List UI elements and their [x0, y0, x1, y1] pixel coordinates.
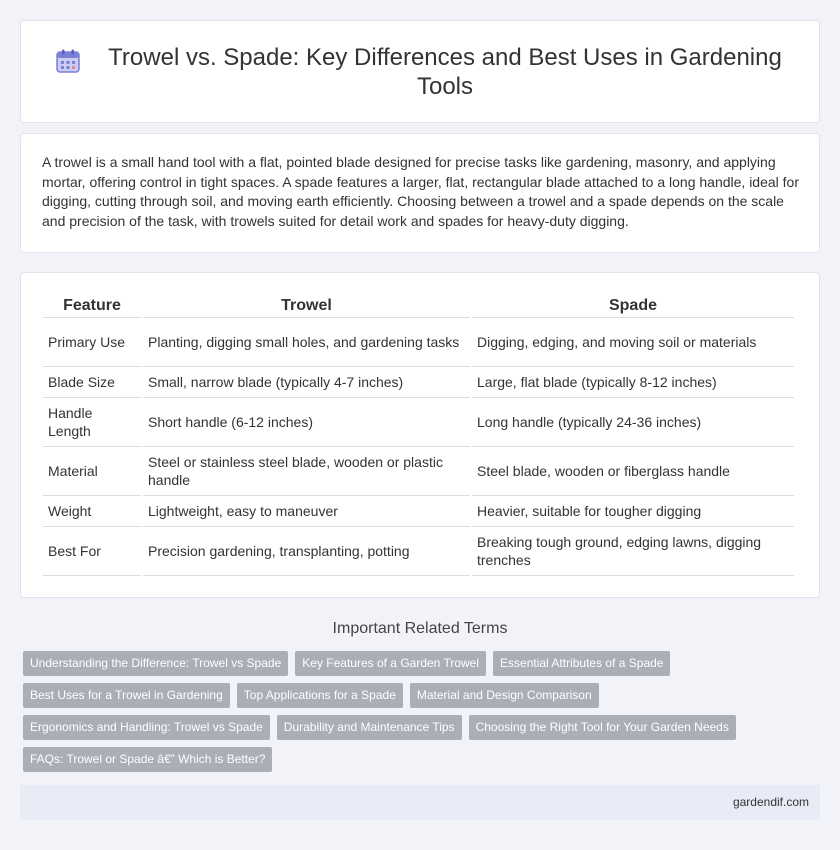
related-term-chip[interactable]: Choosing the Right Tool for Your Garden Needs [469, 715, 736, 740]
chip-row [23, 715, 823, 740]
feature-cell: Material [43, 447, 141, 496]
trowel-cell: Steel or stainless steel blade, wooden or plastic handle [143, 447, 470, 496]
trowel-cell: Precision gardening, transplanting, potting [143, 527, 470, 576]
feature-cell: Best For [43, 527, 141, 576]
related-term-chip[interactable]: Durability and Maintenance Tips [277, 715, 462, 740]
spade-cell: Digging, edging, and moving soil or materials [472, 318, 794, 367]
header-feature: Feature [43, 295, 141, 318]
trowel-cell: Lightweight, easy to maneuver [143, 496, 470, 527]
header-spade: Spade [472, 295, 794, 318]
spade-cell: Heavier, suitable for tougher digging [472, 496, 794, 527]
header-trowel: Trowel [143, 295, 470, 318]
related-terms-title: Important Related Terms [332, 620, 508, 637]
related-term-chip[interactable]: Material and Design Comparison [410, 683, 599, 708]
table-row [43, 398, 794, 447]
intro-card [20, 133, 820, 253]
header-card [20, 20, 820, 123]
trowel-cell: Small, narrow blade (typically 4-7 inches) [143, 367, 470, 398]
trowel-cell: Planting, digging small holes, and gardening tasks [143, 318, 470, 367]
related-term-chip[interactable]: Understanding the Difference: Trowel vs Spade [23, 651, 288, 676]
spade-cell: Large, flat blade (typically 8-12 inches) [472, 367, 794, 398]
chip-row [23, 683, 823, 708]
footer-site-link[interactable]: gardendif.com [732, 795, 809, 809]
table-header-row [43, 295, 794, 318]
chip-row [23, 651, 823, 676]
trowel-cell: Short handle (6-12 inches) [143, 398, 470, 447]
feature-cell: Blade Size [43, 367, 141, 398]
spade-cell: Long handle (typically 24-36 inches) [472, 398, 794, 447]
comparison-table [41, 295, 796, 576]
related-term-chip[interactable]: Best Uses for a Trowel in Gardening [23, 683, 230, 708]
calendar-icon [55, 48, 81, 74]
table-row [43, 496, 794, 527]
related-terms-list [23, 651, 823, 779]
intro-paragraph: A trowel is a small hand tool with a flat, pointed blade designed for precise tasks like gardening, masonry, and applying mortar, offering control in tight spaces. A spade features a larger, flat, rectangular blade attached to a long handle, ideal for digging, cutting through soil, and moving earth efficiently. Choosing between a trowel and a spade depends on the scale and precision of the task, with trowels suited for detail work and spades for heavy-duty digging. [42, 154, 799, 229]
comparison-table-card [20, 272, 820, 598]
page-title: Trowel vs. Spade: Key Differences and Best Uses in Gardening Tools [108, 43, 782, 100]
table-row [43, 527, 794, 576]
related-term-chip[interactable]: FAQs: Trowel or Spade â€” Which is Better? [23, 747, 272, 772]
footer [20, 785, 820, 820]
feature-cell: Handle Length [43, 398, 141, 447]
chip-row [23, 747, 823, 772]
feature-cell: Primary Use [43, 318, 141, 367]
feature-cell: Weight [43, 496, 141, 527]
related-term-chip[interactable]: Ergonomics and Handling: Trowel vs Spade [23, 715, 270, 740]
table-row [43, 318, 794, 367]
spade-cell: Breaking tough ground, edging lawns, digging trenches [472, 527, 794, 576]
spade-cell: Steel blade, wooden or fiberglass handle [472, 447, 794, 496]
related-term-chip[interactable]: Essential Attributes of a Spade [493, 651, 670, 676]
table-row [43, 447, 794, 496]
related-term-chip[interactable]: Key Features of a Garden Trowel [295, 651, 486, 676]
table-row [43, 367, 794, 398]
related-term-chip[interactable]: Top Applications for a Spade [237, 683, 403, 708]
